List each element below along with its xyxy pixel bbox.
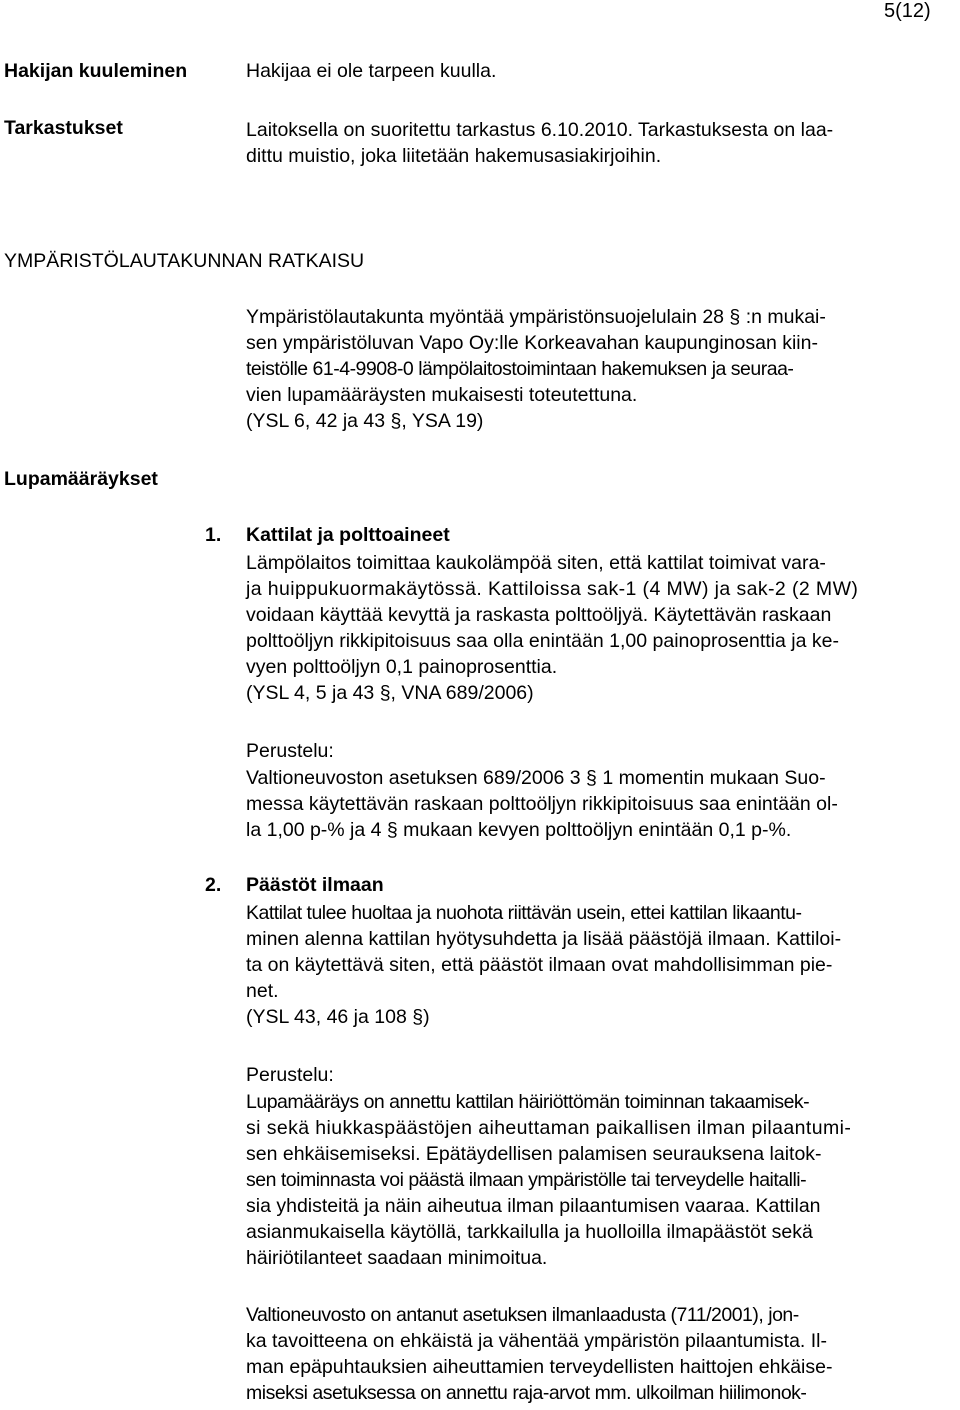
section2-line: (YSL 43, 46 ja 108 §)	[246, 1006, 430, 1028]
hearing-label: Hakijan kuuleminen	[4, 60, 188, 82]
section1-rationale-line: Valtioneuvoston asetuksen 689/2006 3 § 1 momentin mukaan Suo-	[246, 767, 826, 789]
inspections-text	[246, 117, 833, 169]
section1-line: polttoöljyn rikkipitoisuus saa olla enintään 1,00 painoprosenttia ja ke-	[246, 630, 839, 652]
section2-rationale-line: sen toiminnasta voi päästä ilmaan ympäristölle tai terveydelle haitalli-	[246, 1169, 807, 1191]
section1-rationale-line: messa käytettävän raskaan polttoöljyn rikkipitoisuus saa enintään ol-	[246, 793, 838, 815]
section2-title: Päästöt ilmaan	[246, 874, 384, 896]
inspections-line: dittu muistio, joka liitetään hakemusasiakirjoihin.	[246, 145, 662, 167]
decision-line: Ympäristölautakunta myöntää ympäristönsuojelulain 28 § :n mukai-	[246, 306, 826, 328]
permit-conditions-label: Lupamääräykset	[4, 468, 158, 490]
section2-number: 2.	[205, 874, 222, 896]
section2-line: ta on käytettävä siten, että päästöt ilmaan ovat mahdollisimman pie-	[246, 954, 833, 976]
section2-extra-line: man epäpuhtauksien aiheuttamien terveydellisten haittojen ehkäise-	[246, 1356, 833, 1378]
section2-rationale-line: sia yhdisteitä ja näin aiheutua ilman pilaantumisen vaaraa. Kattilan	[246, 1195, 821, 1217]
section2-extra-line: ka tavoitteena on ehkäistä ja vähentää ympäristön pilaantumista. Il-	[246, 1330, 828, 1352]
decision-heading: YMPÄRISTÖLAUTAKUNNAN RATKAISU	[4, 250, 365, 272]
decision-line: (YSL 6, 42 ja 43 §, YSA 19)	[246, 410, 484, 432]
section1-rationale-line: la 1,00 p-% ja 4 § mukaan kevyen polttoöljyn enintään 0,1 p-%.	[246, 819, 792, 841]
decision-paragraph	[246, 304, 826, 434]
section1-line: (YSL 4, 5 ja 43 §, VNA 689/2006)	[246, 682, 534, 704]
section2-extra-paragraph	[246, 1302, 832, 1406]
section2-rationale-label: Perustelu:	[246, 1064, 334, 1086]
section1-line: vyen polttoöljyn 0,1 painoprosenttia.	[246, 656, 558, 678]
section1-line: Lämpölaitos toimittaa kaukolämpöä siten, että kattilat toimivat vara-	[246, 552, 826, 574]
section2-paragraph	[246, 900, 841, 1030]
section2-extra-line: Valtioneuvosto on antanut asetuksen ilmanlaadusta (711/2001), jon-	[246, 1304, 799, 1326]
decision-line: vien lupamääräysten mukaisesti toteutettuna.	[246, 384, 638, 406]
section2-rationale-line: häiriötilanteet saadaan minimoitua.	[246, 1247, 548, 1269]
section1-paragraph	[246, 550, 858, 706]
inspections-label: Tarkastukset	[4, 117, 123, 139]
section2-line: net.	[246, 980, 279, 1002]
decision-line: teistölle 61-4-9908-0 lämpölaitostoimintaan hakemuksen ja seuraa-	[246, 358, 794, 380]
section2-rationale-line: Lupamääräys on annettu kattilan häiriöttömän toiminnan takaamisek-	[246, 1091, 810, 1113]
section1-line: ja huippukuormakäytössä. Kattiloissa sak-1 (4 MW) ja sak-2 (2 MW)	[246, 578, 859, 600]
inspections-line: Laitoksella on suoritettu tarkastus 6.10.2010. Tarkastuksesta on laa-	[246, 119, 834, 141]
section1-number: 1.	[205, 524, 222, 546]
section2-extra-line: miseksi asetuksessa on annettu raja-arvot mm. ulkoilman hiilimonok-	[246, 1382, 807, 1404]
section1-title: Kattilat ja polttoaineet	[246, 524, 450, 546]
section1-rationale	[246, 765, 838, 843]
section1-rationale-label: Perustelu:	[246, 740, 334, 762]
section2-line: Kattilat tulee huoltaa ja nuohota riittävän usein, ettei kattilan likaantu-	[246, 902, 802, 924]
section2-rationale-line: asianmukaisella käytöllä, tarkkailulla ja huolloilla ilmapäästöt sekä	[246, 1221, 813, 1243]
section1-line: voidaan käyttää kevyttä ja raskasta polttoöljyä. Käytettävän raskaan	[246, 604, 832, 626]
section2-rationale-line: si sekä hiukkaspäästöjen aiheuttaman paikallisen ilman pilaantumi-	[246, 1117, 852, 1139]
section2-rationale-line: sen ehkäisemiseksi. Epätäydellisen palamisen seurauksena laitok-	[246, 1143, 822, 1165]
hearing-text: Hakijaa ei ole tarpeen kuulla.	[246, 60, 497, 82]
page-number: 5(12)	[884, 0, 931, 22]
section2-rationale	[246, 1089, 851, 1271]
section2-line: minen alenna kattilan hyötysuhdetta ja lisää päästöjä ilmaan. Kattiloi-	[246, 928, 842, 950]
decision-line: sen ympäristöluvan Vapo Oy:lle Korkeavahan kaupunginosan kiin-	[246, 332, 818, 354]
